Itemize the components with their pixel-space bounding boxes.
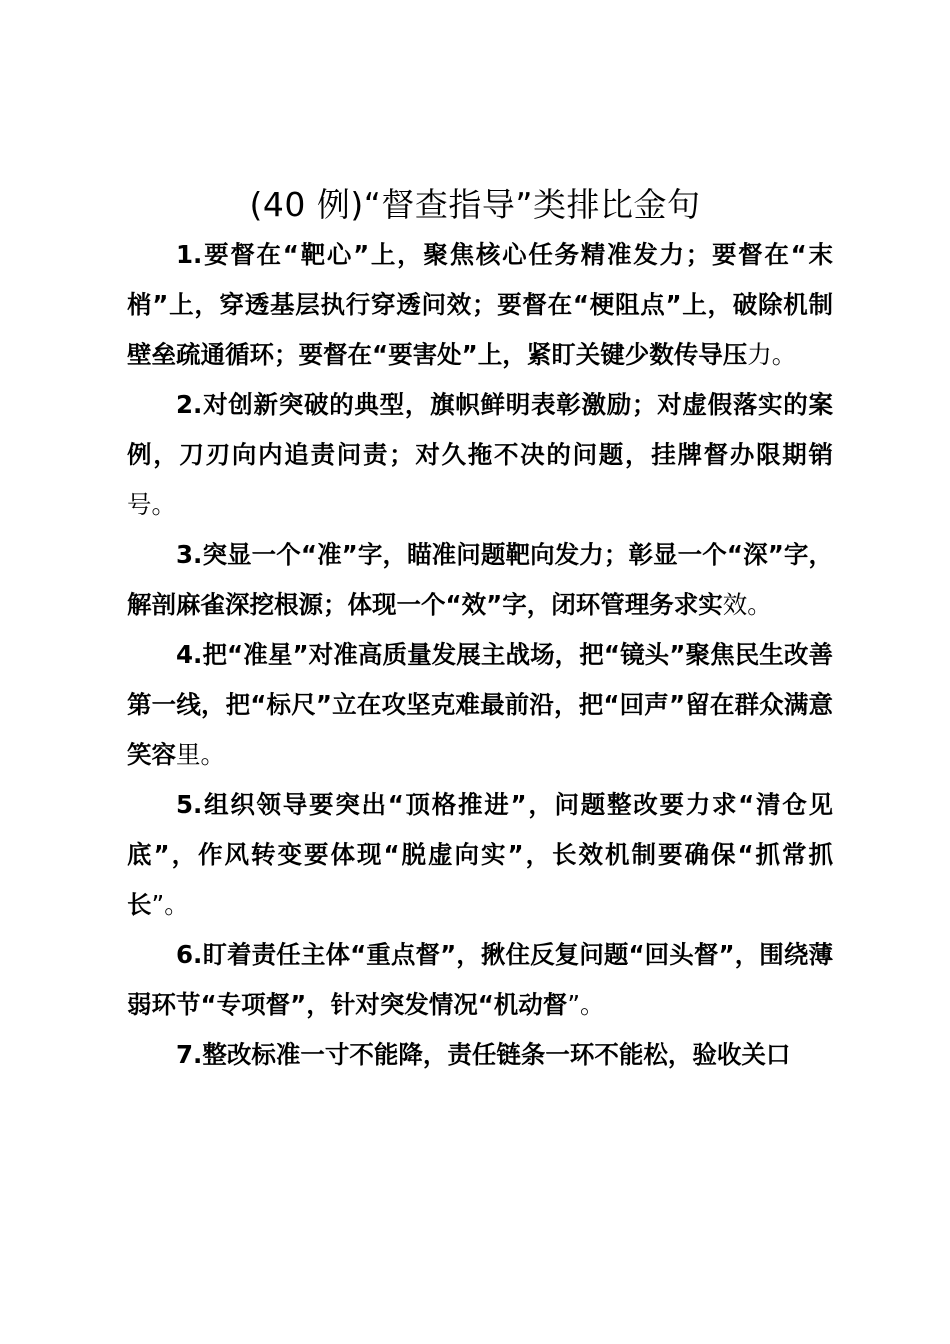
- paragraph-1-text: 1.要督在“靶心”上，聚焦核心任务精准发力；要督在“末梢”上，穿透基层执行穿透问效；要督在“梗阻点”上，破除机制壁垒疏通循环；要督在“要害处”上，紧盯关键少数传导压: [127, 240, 833, 369]
- paragraph-2-text: 2.对创新突破的典型，旗帜鲜明表彰激励；对虚假落实的案例，刀刃向内追责问责；对久拖不决的问题，挂牌督办限期销: [127, 390, 833, 469]
- paragraph-6-text: 6.盯着责任主体“重点督”，揪住反复问题“回头督”，围绕薄弱环节“专项督”，针对突发情况“机动督: [127, 940, 833, 1019]
- paragraph-3-text: 3.突显一个“准”字，瞄准问题靶向发力；彰显一个“深”字，解剖麻雀深挖根源；体现一个“效”字，闭环管理务求实: [127, 540, 833, 619]
- paragraph-7: [127, 1030, 833, 1080]
- paragraph-5-text: 5.组织领导要突出“顶格推进”，问题整改要力求“清仓见底”，作风转变要体现“脱虚向实”，长效机制要确保“抓常抓长: [127, 790, 833, 919]
- document-title: (40 例)“督查指导”类排比金句: [249, 185, 701, 224]
- paragraph-6-tail: ”。: [567, 990, 605, 1019]
- paragraph-1: [127, 230, 833, 380]
- paragraph-5: [127, 780, 833, 930]
- paragraph-3: [127, 530, 833, 630]
- paragraph-7-text: 7.整改标准一寸不能降，责任链条一环不能松，验收关口: [176, 1040, 791, 1069]
- paragraph-2-tail: 号。: [127, 490, 176, 519]
- paragraph-4-tail: 里。: [176, 740, 225, 769]
- paragraph-6: [127, 930, 833, 1030]
- document-body: [127, 230, 833, 1080]
- paragraph-2: [127, 380, 833, 530]
- paragraph-4-text: 4.把“准星”对准高质量发展主战场，把“镜头”聚焦民生改善第一线，把“标尺”立在攻坚克难最前沿，把“回声”留在群众满意笑容: [127, 640, 833, 769]
- paragraph-4: [127, 630, 833, 780]
- paragraph-5-tail: ”。: [151, 890, 189, 919]
- paragraph-1-tail: 力。: [747, 340, 797, 369]
- paragraph-3-tail: 效。: [722, 590, 772, 619]
